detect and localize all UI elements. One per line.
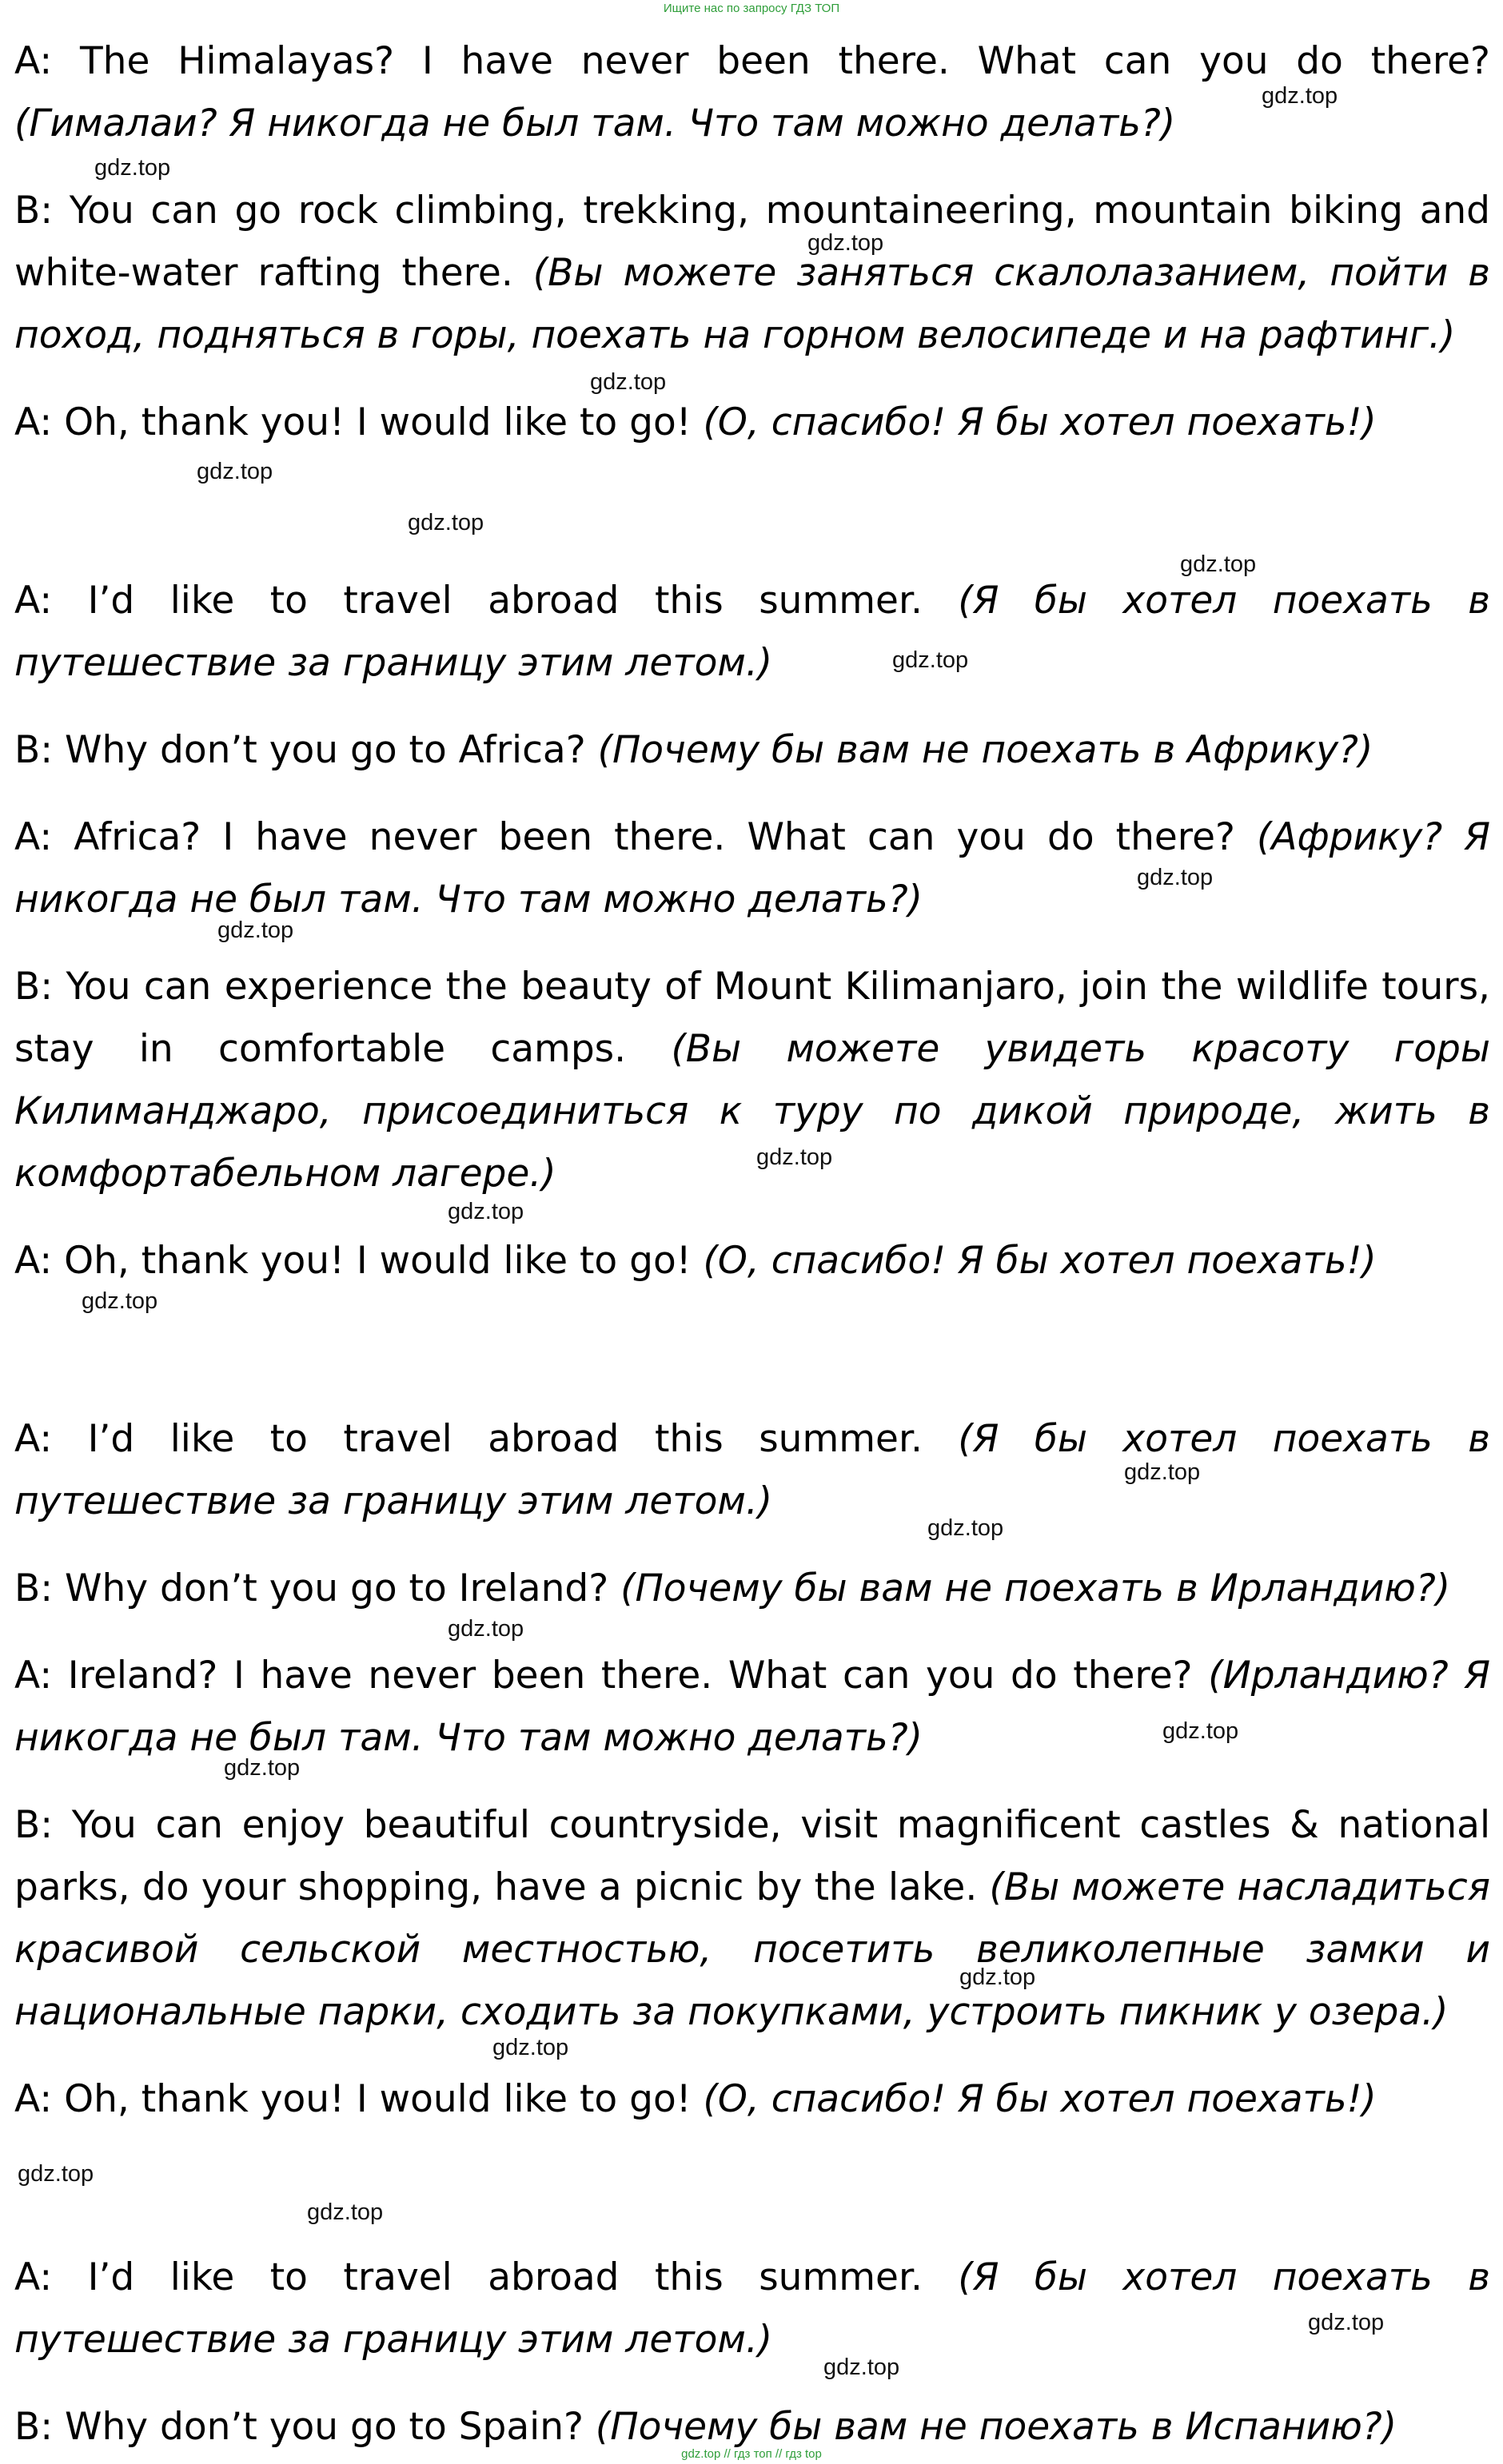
dialog-line-translation: путешествие за границу этим летом.)	[14, 641, 773, 685]
dialog-line: A: I’d like to travel abroad this summer. (Я бы хотел поехать в	[14, 579, 1490, 623]
dialog-line: A: The Himalayas? I have never been there. What can you do there?	[14, 39, 1490, 83]
dialog-line-translation: Килиманджаро, присоединиться к туру по дикой природе, жить в	[14, 1089, 1490, 1133]
dialog-line-translation: никогда не был там. Что там можно делать?)	[14, 1716, 923, 1760]
watermark: gdz.top	[823, 2355, 900, 2380]
watermark: gdz.top	[82, 1288, 158, 1314]
watermark: gdz.top	[448, 1616, 524, 1642]
dialog-line: B: Why don’t you go to Ireland? (Почему бы вам не поехать в Ирландию?)	[14, 1566, 1451, 1610]
dialog-line: A: Africa? I have never been there. What can you do there? (Африку? Я	[14, 815, 1490, 859]
dialog-line: A: Oh, thank you! I would like to go! (О, спасибо! Я бы хотел поехать!)	[14, 1239, 1377, 1283]
dialog-line: stay in comfortable camps. (Вы можете увидеть красоту горы	[14, 1027, 1490, 1071]
dialog-line: A: Oh, thank you! I would like to go! (О, спасибо! Я бы хотел поехать!)	[14, 2077, 1377, 2121]
dialog-line-translation: красивой сельской местностью, посетить великолепные замки и	[14, 1928, 1490, 1972]
dialog-line: A: Oh, thank you! I would like to go! (О, спасибо! Я бы хотел поехать!)	[14, 400, 1377, 444]
watermark: gdz.top	[1308, 2310, 1385, 2335]
dialog-line: white-water rafting there. (Вы можете заняться скалолазанием, пойти в	[14, 251, 1490, 295]
watermark: gdz.top	[927, 1515, 1004, 1541]
dialog-line-translation: никогда не был там. Что там можно делать?)	[14, 878, 923, 922]
bottom-banner: gdz.top // гдз топ // гдз top	[681, 2447, 822, 2461]
watermark: gdz.top	[807, 230, 884, 256]
watermark: gdz.top	[1262, 83, 1338, 109]
watermark: gdz.top	[1124, 1459, 1201, 1485]
watermark: gdz.top	[448, 1199, 524, 1224]
watermark: gdz.top	[492, 2035, 569, 2060]
dialog-line-translation: комфортабельном лагере.)	[14, 1152, 556, 1196]
dialog-line-translation: путешествие за границу этим летом.)	[14, 1479, 773, 1523]
dialog-line: A: I’d like to travel abroad this summer. (Я бы хотел поехать в	[14, 1417, 1490, 1461]
dialog-line: B: You can enjoy beautiful countryside, visit magnificent castles & national	[14, 1803, 1490, 1847]
watermark: gdz.top	[1180, 551, 1257, 577]
watermark: gdz.top	[307, 2199, 384, 2225]
watermark: gdz.top	[94, 155, 171, 181]
watermark: gdz.top	[1137, 865, 1214, 890]
watermark: gdz.top	[959, 1964, 1036, 1990]
watermark: gdz.top	[18, 2161, 94, 2187]
dialog-line: B: You can experience the beauty of Mount Kilimanjaro, join the wildlife tours,	[14, 965, 1490, 1009]
watermark: gdz.top	[590, 369, 667, 395]
dialog-line: B: Why don’t you go to Spain? (Почему бы вам не поехать в Испанию?)	[14, 2405, 1397, 2449]
dialog-line-translation: (Гималаи? Я никогда не был там. Что там можно делать?)	[14, 102, 1176, 145]
dialog-line: A: Ireland? I have never been there. What can you do there? (Ирландию? Я	[14, 1654, 1490, 1698]
watermark: gdz.top	[224, 1755, 301, 1781]
watermark: gdz.top	[197, 459, 273, 484]
watermark: gdz.top	[217, 918, 294, 943]
watermark: gdz.top	[1162, 1718, 1239, 1744]
watermark: gdz.top	[892, 647, 969, 673]
dialog-line: parks, do your shopping, have a picnic by the lake. (Вы можете насладиться	[14, 1865, 1490, 1909]
watermark: gdz.top	[756, 1144, 833, 1170]
dialog-line: B: Why don’t you go to Africa? (Почему бы вам не поехать в Африку?)	[14, 728, 1373, 772]
dialog-line: B: You can go rock climbing, trekking, mountaineering, mountain biking and	[14, 189, 1490, 233]
top-banner: Ищите нас по запросу ГДЗ ТОП	[663, 2, 840, 15]
dialog-line: A: I’d like to travel abroad this summer. (Я бы хотел поехать в	[14, 2255, 1490, 2299]
dialog-line-translation: путешествие за границу этим летом.)	[14, 2318, 773, 2362]
watermark: gdz.top	[408, 510, 484, 535]
dialog-line-translation: поход, подняться в горы, поехать на горном велосипеде и на рафтинг.)	[14, 313, 1456, 357]
dialog-line-translation: национальные парки, сходить за покупками, устроить пикник у озера.)	[14, 1990, 1449, 2034]
